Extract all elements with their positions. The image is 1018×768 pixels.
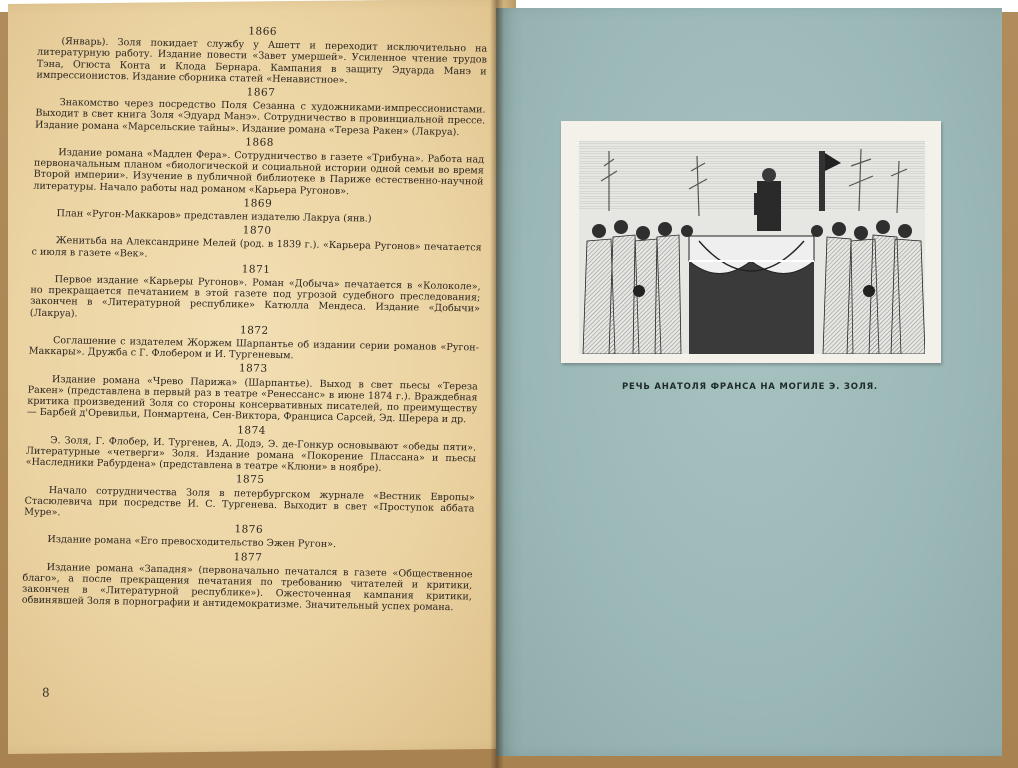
entry-year: 1874 [237,423,267,437]
entry-1871 [30,261,481,327]
page-number: 8 [42,685,50,700]
book-spine [490,0,504,768]
entry-1875 [24,471,475,526]
entry-text: План «Ругон-Маккаров» представлен издателю Лакруа (янв.) [56,208,372,225]
entry-year: 1871 [241,263,271,276]
entry-text: (Январь). Золя покидает службу у Ашетт и переходит исключительно на литературную работу. Издание повести «Завет умершей». Усиленное чтение трудов Тэна, Огюста Конта и Клода Бернара. Кампания в защиту Эдуарда Манэ и импрессионистов. Издание сборника статей «Ненавистное». [36,36,488,86]
entry-text: Издание романа «Мадлен Фера». Сотрудничество в газете «Трибуна». Работа над первоначальным планом «биологической и социальной истории одной семьи во время Второй империи». Изучение в публичной библиотеке в Париже естественно-научной литературы. Начало работы над романом «Карьера Ругонов». [33,147,485,197]
entry-year: 1869 [243,197,273,210]
entry-year: 1868 [245,136,275,149]
entry-year: 1867 [246,86,276,99]
entry-1869 [32,195,483,227]
entry-text: Соглашение с издателем Жоржем Шарпантье об издании серии романов «Ругон-Маккары». Дружба с Г. Флобером и И. Тургеневым. [28,335,480,362]
entry-year: 1866 [248,25,278,38]
entry-text: Издание романа «Западня» (первоначально печатался в газете «Общественное благо», а после прекращения печатания по требованию читателей и критики, закончен в «Литературной республике»). Ожесточенная кампания критики, обвинявшей Золя в порнографии и антидемократизме. Значительный успех романа. [21,561,473,614]
entry-1876 [23,521,474,553]
chronology-text [22,20,488,614]
entry-1867 [35,84,486,139]
entry-1874 [25,421,476,476]
entry-year: 1876 [234,523,264,536]
entry-1872 [29,322,480,365]
entry-year: 1875 [235,473,265,487]
entry-year: 1872 [239,324,269,337]
entry-year: 1877 [233,550,263,564]
engraving-illustration [579,141,925,354]
entry-1866 [36,23,487,89]
entry-text: Первое издание «Карьеры Ругонов». Роман «Добыча» печатается в «Колоколе», но прекращается печатанием в этой газете под угрозой судебного преследования; закончен в «Литературной республике» Катюлла Мендеса. Издание «Добычи» (Лакруа). [29,274,481,320]
entry-1877 [22,548,473,614]
left-page [8,0,516,754]
engraving-svg [579,141,925,354]
entry-year: 1873 [238,362,268,376]
entry-year: 1870 [242,224,272,238]
entry-1873 [27,360,478,426]
illustration-caption: РЕЧЬ АНАТОЛЯ ФРАНСА НА МОГИЛЕ Э. ЗОЛЯ. [622,382,878,392]
entry-text: Начало сотрудничества Золя в петербургском журнале «Вестник Европы» Стасюлевича при посредстве И. С. Тургенева. Выходит в свет «Проступок аббата Муре». [24,484,475,519]
entry-text: Э. Золя, Г. Флобер, И. Тургенев, А. Додэ, Э. де-Гонкур основывают «обеды пяти». Литературные «четверги» Золя. Издание романа «Покорение Плассана» и пьесы «Наследники Рабурдена» (представлена в театре «Клюни» в ноябре). [25,434,477,474]
entry-1868 [33,134,484,200]
entry-text: Издание романа «Его превосходительство Эжен Ругон». [47,534,337,551]
illustration-plate [561,121,941,363]
entry-text: Издание романа «Чрево Парижа» (Шарпантье). Выход в свет пьесы «Тереза Ракен» (представлена в первый раз в театре «Ренессанс» в июне 1874 г.). Враждебная критика произведений Золя со стороны консервативных писателей, по преимуществу — Барбей д'Оревильи, Понмартена, Сен-Виктора, Франциса Сарсей, Эд. Шерера и др. [26,373,478,426]
entry-1870 [31,222,482,265]
entry-text: Женитьба на Александрине Мелей (род. в 1839 г.). «Карьера Ругонов» печатается с июля в газете «Век». [31,235,482,260]
entry-text: Знакомство через посредство Поля Сезанна с художниками-импрессионистами. Выходит в свет книга Золя «Эдуард Манэ». Сотрудничество в провинциальной прессе. Издание романа «Марсельские тайны». Издание романа «Тереза Ракен» (Лакруа). [34,97,486,138]
